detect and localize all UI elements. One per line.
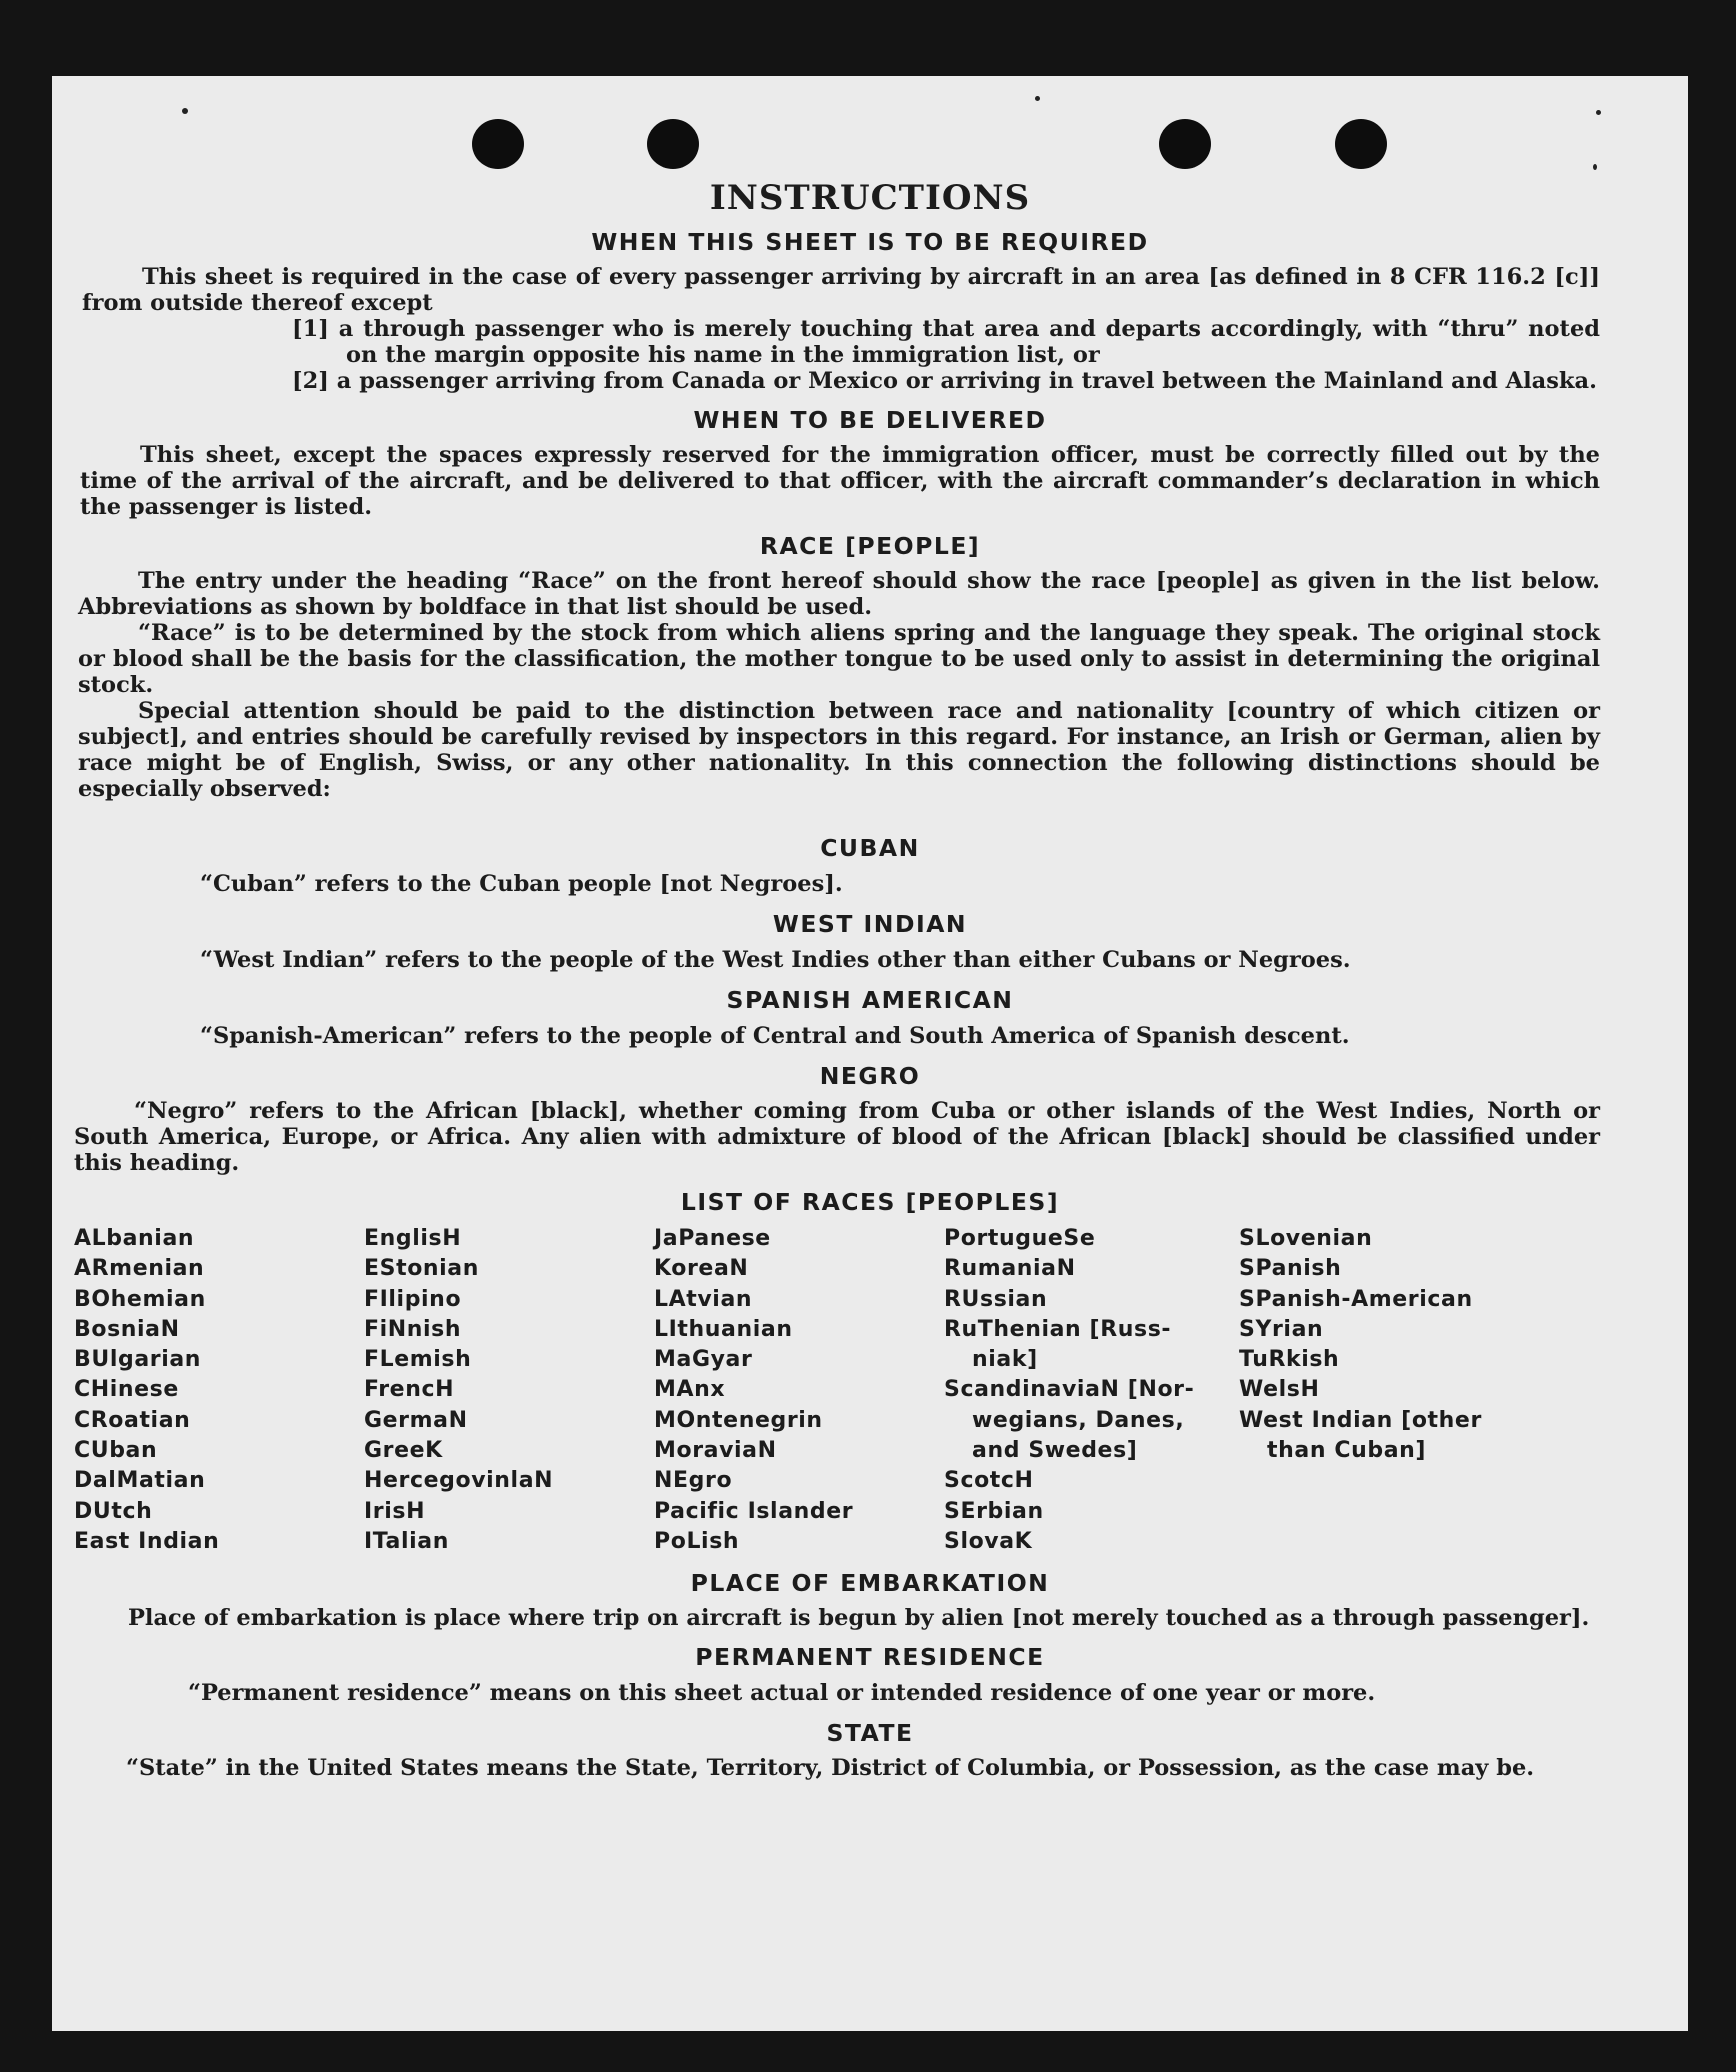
section-heading-cuban: CUBAN (820, 834, 920, 862)
embarkation-text: Place of embarkation is place where trip on aircraft is begun by alien [not merely touched as a through passenger]. (128, 1605, 1590, 1632)
required-intro: This sheet is required in the case of every passenger arriving by aircraft in an area [as defined in 8 CFR 116.2 [c]] from outside thereof except (82, 264, 1600, 316)
race-entry: SLovenian (1239, 1226, 1373, 1251)
race-list-column (1239, 1224, 1499, 1557)
race-entry: GreeK (364, 1438, 443, 1464)
race-entry: FrencH (364, 1377, 455, 1403)
section-heading-negro: NEGRO (819, 1062, 921, 1090)
race-entry: ScandinaviaN [Nor- (944, 1377, 1195, 1403)
race-entry: LIthuanian (654, 1316, 793, 1342)
race-entry: CUban (74, 1438, 158, 1464)
race-entry: NEgro (654, 1468, 733, 1494)
race-entry: ScotcH (944, 1468, 1034, 1494)
page-title: INSTRUCTIONS (709, 178, 1031, 218)
section-heading-residence: PERMANENT RESIDENCE (695, 1643, 1045, 1672)
document-page (52, 76, 1688, 2031)
race-entry: ALbanian (74, 1226, 195, 1251)
instructions-content (74, 176, 1600, 1782)
punch-hole (1159, 119, 1211, 169)
race-entry: SlovaK (944, 1528, 1033, 1554)
section-heading-embarkation: PLACE OF EMBARKATION (690, 1569, 1050, 1598)
race-entry: FLemish (364, 1347, 472, 1373)
section-heading-race: RACE [PEOPLE] (759, 532, 981, 560)
race-entry: KoreaN (654, 1256, 749, 1282)
race-list-column (74, 1224, 364, 1557)
race-entry: BOhemian (74, 1286, 206, 1312)
cuban-text: “Cuban” refers to the Cuban people [not Negroes]. (200, 871, 843, 897)
speck (1596, 110, 1601, 115)
race-entry: GermaN (364, 1407, 468, 1433)
race-entry: SErbian (944, 1498, 1044, 1524)
required-exception-2: [2] a passenger arriving from Canada or Mexico or arriving in travel between the Mainland and Alaska. (292, 368, 1597, 394)
race-entry: RuThenian [Russ- (944, 1316, 1172, 1342)
delivered-text: This sheet, except the spaces expressly reserved for the immigration officer, must be correctly filled out by the time of the arrival of the aircraft, and be delivered to that officer, with the aircraft commander’s declaration in which the passenger is listed. (80, 442, 1600, 520)
race-entry: FiNnish (364, 1316, 462, 1342)
race-entry: EStonian (364, 1256, 480, 1282)
section-heading-west-indian: WEST INDIAN (772, 910, 968, 938)
required-exception-1: [1] a through passenger who is merely touching that area and departs accordingly, with “thru” noted on the margin opposite his name in the immigration list, or (292, 316, 1600, 368)
punch-hole (647, 119, 699, 169)
race-list (74, 1224, 1600, 1557)
race-entry: MaGyar (654, 1347, 753, 1373)
race-list-column (364, 1224, 654, 1557)
race-entry: wegians, Danes, (972, 1407, 1185, 1433)
residence-text: “Permanent residence” means on this sheet actual or intended residence of one year or more. (188, 1680, 1376, 1707)
punch-hole (1335, 119, 1387, 169)
race-entry: than Cuban] (1267, 1438, 1427, 1464)
race-entry: ITalian (364, 1528, 449, 1554)
race-paragraph-2: “Race” is to be determined by the stock from which aliens spring and the language they speak. The original stock or blood shall be the basis for the classification, the mother tongue to be used only to assist in determining the original stock. (78, 620, 1600, 698)
race-entry: MoraviaN (654, 1438, 777, 1464)
race-entry: BUlgarian (74, 1347, 202, 1373)
spanish-american-text: “Spanish-American” refers to the people of Central and South America of Spanish descent. (200, 1023, 1350, 1049)
race-entry: FIlipino (364, 1286, 462, 1312)
race-entry: IrisH (364, 1498, 426, 1524)
speck (1593, 164, 1597, 170)
race-paragraph-1: The entry under the heading “Race” on the front hereof should show the race [people] as given in the list below. Abbreviations as shown by boldface in that list should be used. (78, 568, 1600, 620)
race-entry: TuRkish (1239, 1347, 1340, 1373)
race-entry: SYrian (1239, 1316, 1324, 1342)
race-entry: JaPanese (654, 1226, 771, 1251)
race-entry: and Swedes] (972, 1438, 1138, 1464)
race-entry: WelsH (1239, 1377, 1320, 1403)
race-entry: ARmenian (74, 1256, 205, 1282)
punch-hole (472, 119, 524, 169)
race-entry: SPanish-American (1239, 1286, 1473, 1312)
race-entry: HercegovinlaN (364, 1468, 554, 1494)
race-entry: MAnx (654, 1377, 726, 1403)
race-entry: niak] (972, 1347, 1038, 1373)
race-entry: PoLish (654, 1528, 740, 1554)
race-entry: PortugueSe (944, 1226, 1096, 1251)
race-entry: SPanish (1239, 1256, 1342, 1282)
section-heading-race-list: LIST OF RACES [PEOPLES] (680, 1188, 1060, 1216)
speck (182, 108, 188, 114)
race-entry: DUtch (74, 1498, 153, 1524)
race-list-column (944, 1224, 1239, 1557)
section-heading-state: STATE (826, 1719, 914, 1748)
race-paragraph-3: Special attention should be paid to the distinction between race and nationality [country of which citizen or subject], and entries should be carefully revised by inspectors in this regard. For instance, an Irish or German, alien by race might be of English, Swiss, or any other nationality. In this connection the following distinctions should be especially observed: (78, 698, 1600, 802)
race-entry: BosniaN (74, 1316, 180, 1342)
section-heading-spanish-american: SPANISH AMERICAN (726, 986, 1014, 1014)
race-entry: East Indian (74, 1528, 220, 1554)
race-entry: MOntenegrin (654, 1407, 823, 1433)
section-heading-delivered: WHEN TO BE DELIVERED (693, 406, 1047, 434)
race-entry: LAtvian (654, 1286, 753, 1312)
race-entry: RUssian (944, 1286, 1048, 1312)
race-entry: CRoatian (74, 1407, 191, 1433)
race-entry: EnglisH (364, 1226, 462, 1251)
speck (1035, 96, 1040, 101)
negro-text: “Negro” refers to the African [black], whether coming from Cuba or other islands of the West Indies, North or South America, Europe, or Africa. Any alien with admixture of blood of the African [black] should be classified under this heading. (74, 1098, 1600, 1176)
race-entry: Pacific Islander (654, 1498, 854, 1524)
race-entry: West Indian [other (1239, 1407, 1482, 1433)
state-text: “State” in the United States means the State, Territory, District of Columbia, or Possession, as the case may be. (126, 1755, 1535, 1782)
race-list-column (654, 1224, 944, 1557)
race-entry: DalMatian (74, 1468, 206, 1494)
race-entry: CHinese (74, 1377, 179, 1403)
section-heading-required: WHEN THIS SHEET IS TO BE REQUIRED (591, 228, 1149, 256)
race-entry: RumaniaN (944, 1256, 1076, 1282)
west-indian-text: “West Indian” refers to the people of the West Indies other than either Cubans or Negroes. (200, 947, 1351, 973)
